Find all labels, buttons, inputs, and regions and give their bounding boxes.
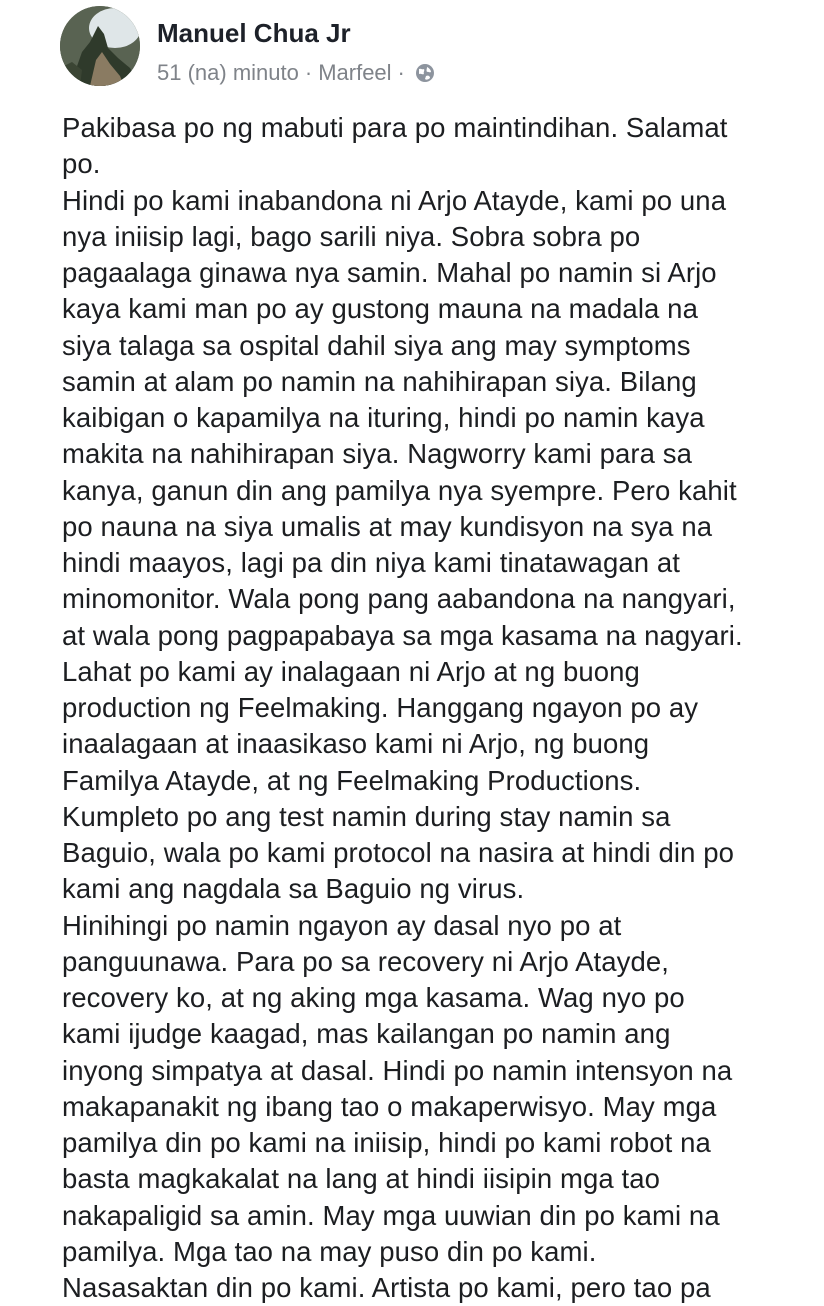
post-text-line: at wala pong pagpapabaya sa mga kasama na nagyari. <box>62 619 743 651</box>
post-meta <box>157 60 435 86</box>
post-text-line: kami ijudge kaagad, mas kailangan po namin ang <box>62 1018 671 1050</box>
post-text-line: nakapaligid sa amin. May mga uuwian din po kami na <box>62 1199 720 1231</box>
post-text-line: po nauna na siya umalis at may kundisyon na sya na <box>62 510 713 542</box>
meta-separator: · <box>397 60 405 85</box>
post-text-line: makita na nahihirapan siya. Nagworry kami para sa <box>62 438 693 470</box>
post-source[interactable]: Marfeel <box>318 60 392 85</box>
post-text-line: Pakibasa po ng mabuti para po maintindihan. Salamat <box>62 112 728 143</box>
post-text-line: inyong simpatya at dasal. Hindi po namin intensyon na <box>62 1054 733 1086</box>
post-text-line: Nasasaktan din po kami. Artista po kami, pero tao pa <box>62 1272 711 1303</box>
post-text-line: kanya, ganun din ang pamilya nya syempre. Pero kahit <box>62 474 737 506</box>
post-header <box>60 6 800 90</box>
avatar[interactable] <box>60 6 140 86</box>
post-text-line: panguunawa. Para po sa recovery ni Arjo Atayde, <box>62 945 670 977</box>
post-text-line: recovery ko, at ng aking mga kasama. Wag nyo po <box>62 982 685 1013</box>
post-text-line: production ng Feelmaking. Hanggang ngayon po ay <box>62 692 699 723</box>
avatar-photo <box>60 6 140 86</box>
post-text-line: pagaalaga ginawa nya samin. Mahal po namin si Arjo <box>62 257 717 288</box>
post-text-line: Kumpleto po ang test namin during stay namin sa <box>62 800 671 832</box>
post-text-line: basta magkakalat na lang at hindi iisipin mga tao <box>62 1163 661 1195</box>
post-text-line: kaibigan o kapamilya na ituring, hindi po namin kaya <box>62 402 705 433</box>
post-text-line: Hindi po kami inabandona ni Arjo Atayde, kami po una <box>62 184 727 216</box>
post-text-line: pamilya din po kami na iniisip, hindi po kami robot na <box>62 1127 711 1158</box>
post-text-line: siya talaga sa ospital dahil siya ang may symptoms <box>62 329 691 361</box>
post-text-line: kami ang nagdala sa Baguio ng virus. <box>62 873 525 905</box>
post-text-line: Hinihingi po namin ngayon ay dasal nyo po at <box>62 909 622 941</box>
post-text-line: pamilya. Mga tao na may puso din po kami. <box>62 1235 597 1267</box>
post-text-line: nya iniisip lagi, bago sarili niya. Sobra sobra po <box>62 220 641 252</box>
globe-icon[interactable] <box>415 63 435 83</box>
post-text-line: po. <box>62 148 101 180</box>
post-text-line: Familya Atayde, at ng Feelmaking Productions. <box>62 764 642 796</box>
meta-separator: · <box>304 60 313 85</box>
post-text-line: samin at alam po namin na nahihirapan siya. Bilang <box>62 365 697 397</box>
author-name[interactable]: Manuel Chua Jr <box>157 18 351 48</box>
post-text <box>62 110 814 1306</box>
post-text-line: kaya kami man po ay gustong mauna na madala na <box>62 293 698 325</box>
post-text-line: Baguio, wala po kami protocol na nasira at hindi din po <box>62 837 735 868</box>
post-text-line: inaalagaan at inaasikaso kami ni Arjo, ng buong <box>62 728 650 760</box>
post-text-line: minomonitor. Wala pong pang aabandona na nangyari, <box>62 583 736 615</box>
post-text-line: hindi maayos, lagi pa din niya kami tinatawagan at <box>62 547 681 578</box>
post-text-line: Lahat po kami ay inalagaan ni Arjo at ng buong <box>62 655 640 687</box>
post-timestamp[interactable]: 51 (na) minuto <box>157 60 299 85</box>
post-text-line: makapanakit ng ibang tao o makaperwisyo. May mga <box>62 1090 717 1122</box>
